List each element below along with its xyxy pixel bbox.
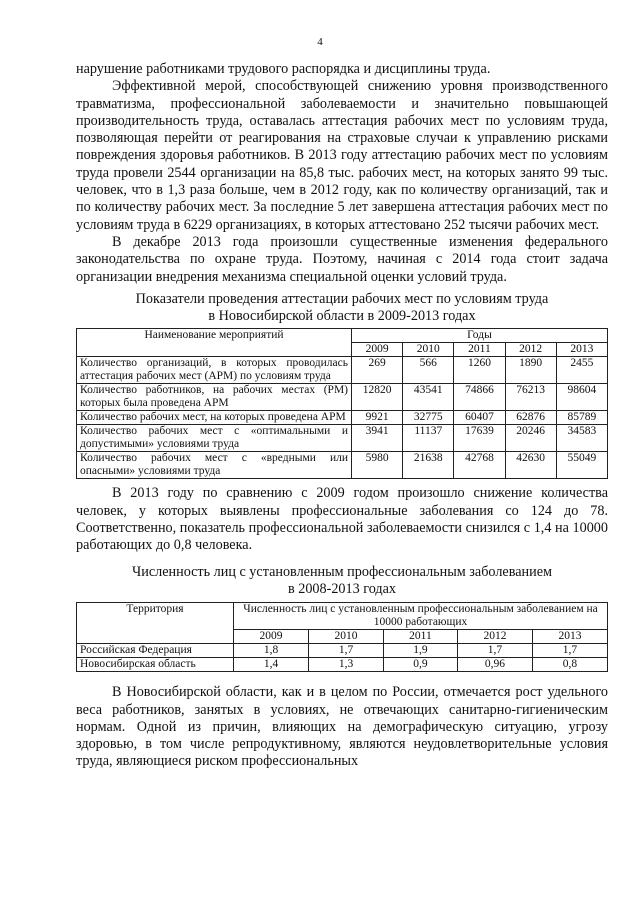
paragraph-2: Эффективной мерой, способствующей снижению уровня производственного травматизма, профессиональной заболеваемости и значительно повышающей производительность труда, оставалась аттестация рабочих мест по условиям труда, позволяющая перейти от реагирования на страховые случаи к управлению рисками повреждения здоровья работников. В 2013 году аттестацию рабочих мест по условиям труда провели 2544 организации на 85,8 тыс. рабочих мест, на которых занято 99 тыс. человек, что в 1,3 раза больше, чем в 2012 году, как по количеству организаций, так и по количеству рабочих мест. За последние 5 лет завершена аттестация рабочих мест по условиям труда в 6229 организациях, в которых аттестовано 252 тысячи рабочих мест. (76, 78, 608, 233)
cell-value: 76213 (505, 384, 556, 411)
cell-value: 1890 (505, 357, 556, 384)
cell-value: 0,9 (384, 658, 458, 672)
cell-value: 21638 (403, 452, 454, 479)
cell-value: 1,7 (309, 644, 384, 658)
cell-value: 1,4 (234, 658, 309, 672)
table2-caption-line1: Численность лиц с установленным профессиональным заболеванием (132, 563, 552, 580)
cell-value: 1260 (454, 357, 505, 384)
table-row (77, 644, 608, 658)
paragraph-5: В Новосибирской области, как и в целом по России, отмечается рост удельного веса работников, занятых в условиях, не отвечающих санитарно-гигиеническим нормам. Одной из причин, влияющих на демографическую ситуацию, угрозу здоровью, в том числе репродуктивному, являются неудовлетворительные условия труда, являющиеся риском профессиональных (76, 684, 608, 770)
table1-caption-line2: в Новосибирской области в 2009-2013 годах (208, 308, 476, 325)
cell-value: 85789 (556, 411, 607, 425)
cell-value: 32775 (403, 411, 454, 425)
cell-value: 269 (352, 357, 403, 384)
row-label: Российская Федерация (77, 644, 234, 658)
cell-value: 55049 (556, 452, 607, 479)
table-row (77, 411, 608, 425)
cell-value: 1,7 (532, 644, 607, 658)
paragraph-4: В 2013 году по сравнению с 2009 годом произошло снижение количества человек, у которых выявлены профессиональные заболевания со 124 до 78. Соответственно, показатель профессиональной заболеваемости снизился с 1,4 на 10000 работающих до 0,8 человека. (76, 485, 608, 554)
cell-value: 1,3 (309, 658, 384, 672)
table-row (77, 658, 608, 672)
cell-value: 0,8 (532, 658, 607, 672)
table2-year: 2012 (457, 630, 532, 644)
row-label: Количество рабочих мест с «оптимальными и допустимыми» условиями труда (77, 425, 352, 452)
attestation-table (76, 328, 608, 479)
cell-value: 566 (403, 357, 454, 384)
cell-value: 98604 (556, 384, 607, 411)
cell-value: 11137 (403, 425, 454, 452)
table1-year: 2011 (454, 343, 505, 357)
document-body (76, 61, 608, 771)
cell-value: 0,96 (457, 658, 532, 672)
table-row (77, 452, 608, 479)
table1-year: 2013 (556, 343, 607, 357)
table1-year: 2009 (352, 343, 403, 357)
cell-value: 9921 (352, 411, 403, 425)
table1-caption (76, 291, 608, 326)
table1-header-years: Годы (352, 329, 608, 343)
table2-caption-line2: в 2008-2013 годах (287, 580, 397, 597)
table1-year: 2012 (505, 343, 556, 357)
table-row (77, 357, 608, 384)
cell-value: 74866 (454, 384, 505, 411)
cell-value: 34583 (556, 425, 607, 452)
table-row (77, 384, 608, 411)
cell-value: 12820 (352, 384, 403, 411)
cell-value: 5980 (352, 452, 403, 479)
table2-header-territory: Территория (77, 603, 234, 644)
cell-value: 3941 (352, 425, 403, 452)
cell-value: 1,8 (234, 644, 309, 658)
cell-value: 42630 (505, 452, 556, 479)
cell-value: 42768 (454, 452, 505, 479)
table1-header-name: Наименование мероприятий (77, 329, 352, 357)
table-row (77, 425, 608, 452)
table2-year: 2013 (532, 630, 607, 644)
table2-year: 2011 (384, 630, 458, 644)
occupational-disease-table (76, 602, 608, 672)
table2-year: 2010 (309, 630, 384, 644)
row-label: Количество рабочих мест, на которых проведена АРМ (77, 411, 352, 425)
cell-value: 60407 (454, 411, 505, 425)
row-label: Количество работников, на рабочих местах (РМ) которых была проведена АРМ (77, 384, 352, 411)
table1-year: 2010 (403, 343, 454, 357)
page-number: 4 (317, 36, 323, 48)
table2-caption (76, 564, 608, 599)
cell-value: 1,9 (384, 644, 458, 658)
cell-value: 17639 (454, 425, 505, 452)
row-label: Новосибирская область (77, 658, 234, 672)
cell-value: 62876 (505, 411, 556, 425)
cell-value: 2455 (556, 357, 607, 384)
cell-value: 43541 (403, 384, 454, 411)
table2-year: 2009 (234, 630, 309, 644)
table1-caption-line1: Показатели проведения аттестации рабочих мест по условиям труда (135, 290, 549, 307)
paragraph-3: В декабре 2013 года произошли существенные изменения федерального законодательства по охране труда. Поэтому, начиная с 2014 года стоит задача организации внедрения механизма специальной оценки условий труда. (76, 233, 608, 285)
cell-value: 1,7 (457, 644, 532, 658)
cell-value: 20246 (505, 425, 556, 452)
paragraph-1: нарушение работниками трудового распорядка и дисциплины труда. (76, 61, 491, 77)
table2-header-count: Численность лиц с установленным профессиональным заболеванием на 10000 работающих (234, 603, 608, 630)
row-label: Количество организаций, в которых проводилась аттестация рабочих мест (АРМ) по условиям труда (77, 357, 352, 384)
row-label: Количество рабочих мест с «вредными или опасными» условиями труда (77, 452, 352, 479)
